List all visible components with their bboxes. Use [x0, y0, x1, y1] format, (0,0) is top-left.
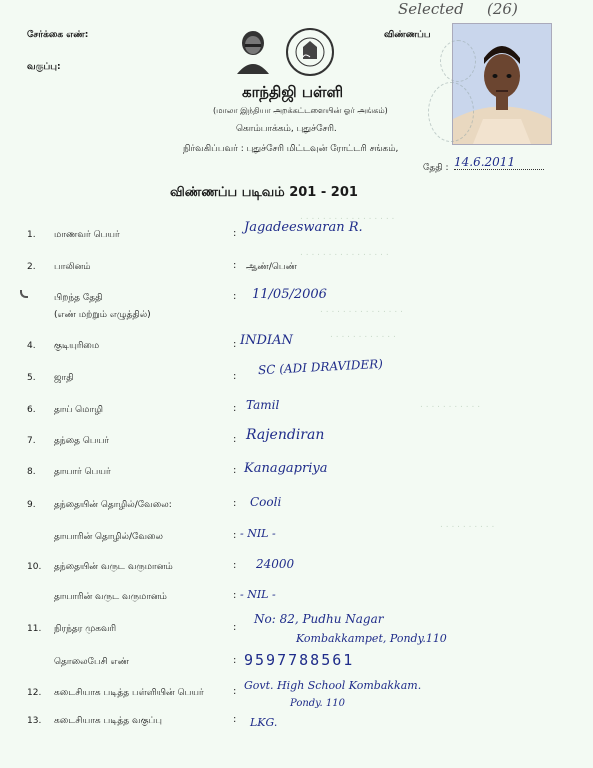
field-value-father-occupation[interactable]: Cooli	[250, 495, 282, 509]
field-number: 2.	[27, 262, 36, 272]
official-stamp	[428, 82, 474, 142]
field-value-dob[interactable]: 11/05/2006	[252, 287, 327, 302]
field-label-dob: பிறந்த தேதி	[54, 293, 103, 303]
field-value-caste[interactable]: SC (ADI DRAVIDER)	[257, 356, 384, 378]
field-number: 8.	[27, 467, 36, 477]
school-emblem-icon	[285, 27, 335, 77]
field-number: 11.	[27, 624, 42, 634]
field-colon: :	[233, 530, 237, 541]
bleed-through-text: . . . . . . . . . . . .	[330, 330, 396, 340]
school-subtitle: (மாலா இந்தியா அறக்கட்டளையின் ஓர் அங்கம்)	[213, 106, 388, 115]
field-colon: :	[233, 686, 237, 697]
date-label: தேதி :	[423, 163, 449, 173]
field-colon: :	[233, 622, 237, 633]
field-value-father-income[interactable]: 24000	[256, 557, 295, 571]
selected-note: Selected	[398, 0, 464, 18]
bleed-through-text: . . . . . . . . . . . . . . . .	[300, 248, 389, 258]
field-value-mother-tongue[interactable]: Tamil	[246, 398, 280, 412]
field-number: 10.	[27, 562, 42, 572]
field-colon: :	[233, 403, 237, 414]
field-value-mother-name[interactable]: Kanagapriya	[244, 461, 328, 476]
admission-number-label: சேர்க்கை எண்:	[27, 30, 89, 40]
bleed-through-text: . . . . . . . . . . .	[420, 400, 481, 410]
date-value: 14.6.2011	[454, 155, 544, 170]
application-label: விண்ணப்ப	[384, 30, 431, 40]
field-colon: :	[233, 291, 237, 302]
field-value-last-school[interactable]: Govt. High School Kombakkam.	[244, 679, 422, 692]
field-value-address-line1[interactable]: No: 82, Pudhu Nagar	[254, 612, 384, 626]
field-number: 13.	[27, 716, 42, 726]
field-value-mother-income[interactable]: - NIL -	[240, 588, 276, 601]
school-run-by: நிர்வகிப்பவர் : புதுச்சேரி மிட்டவுன் ரோட்டரி சங்கம்,	[183, 144, 399, 154]
field-colon: :	[233, 260, 237, 271]
field-label-father-income: தந்தையின் வருட வருமானம்	[54, 562, 173, 572]
field-number: 12.	[27, 688, 42, 698]
field-value-last-school-line2[interactable]: Pondy. 110	[290, 698, 345, 709]
bleed-through-text: . . . . . . . . . . . . . . . . .	[300, 212, 395, 222]
field-number: 5.	[27, 373, 36, 383]
school-address: கொம்பாக்கம், புதுச்சேரி.	[236, 124, 337, 134]
field-label-dob-hint: (எண் மற்றும் எழுத்தில்)	[54, 310, 151, 320]
field-label-father-name: தந்தை பெயர்	[54, 436, 109, 446]
field-label-mother-occupation: தாயாரின் தொழில்/வேலை	[54, 532, 163, 542]
field-colon: :	[233, 590, 237, 601]
field-value-address-line2[interactable]: Kombakkampet, Pondy.110	[296, 632, 447, 645]
field-label-permanent-address: நிரந்தர முகவரி	[54, 624, 117, 634]
field-colon: :	[233, 714, 237, 725]
field-value-father-name[interactable]: Rajendiran	[246, 427, 325, 443]
field-colon: :	[233, 655, 237, 666]
serial-number-note: (26)	[487, 0, 518, 18]
field-label-caste: ஜாதி	[54, 373, 74, 383]
field-number: 4.	[27, 341, 36, 351]
field-value-last-class[interactable]: LKG.	[250, 716, 278, 729]
field-number: 9.	[27, 500, 36, 510]
bleed-through-text: . . . . . . . . . . . . . . .	[320, 305, 403, 315]
field-colon: :	[233, 371, 237, 382]
bleed-through-text: . . . . . . . . . .	[440, 520, 495, 530]
field-label-father-occupation: தந்தையின் தொழில்/வேலை:	[54, 500, 172, 510]
field-value-student-name[interactable]: Jagadeeswaran R.	[244, 220, 363, 235]
field-label-student-name: மாணவர் பெயர்	[54, 230, 120, 240]
field-number: 7.	[27, 436, 36, 446]
field-number: 1.	[27, 230, 36, 240]
field-colon: :	[233, 228, 237, 239]
field-label-gender: பாலினம்	[54, 262, 91, 272]
field-label-mother-income: தாயாரின் வருட வருமானம்	[54, 592, 167, 602]
field-colon: :	[233, 465, 237, 476]
form-title: விண்ணப்ப படிவம் 201 - 201	[170, 185, 358, 200]
field-value-nationality[interactable]: INDIAN	[240, 333, 293, 348]
field-value-gender[interactable]: ஆண்/பெண்	[246, 262, 298, 272]
class-label: வகுப்பு:	[27, 62, 61, 72]
field-colon: :	[233, 434, 237, 445]
field-label-last-school: கடைசியாக படித்த பள்ளியின் பெயர்	[54, 688, 204, 698]
gandhi-portrait-icon	[233, 28, 273, 74]
field-label-last-class: கடைசியாக படித்த வகுப்பு	[54, 716, 162, 726]
official-stamp	[440, 40, 476, 82]
field-value-phone[interactable]: 9597788561	[244, 651, 355, 669]
scan-mark	[20, 290, 28, 298]
field-value-mother-occupation[interactable]: - NIL -	[240, 527, 276, 540]
field-label-mother-tongue: தாய் மொழி	[54, 405, 103, 415]
field-label-nationality: குடியுரிமை	[54, 341, 100, 351]
field-label-mother-name: தாயார் பெயர்	[54, 467, 111, 477]
school-name: காந்திஜி பள்ளி	[242, 83, 344, 101]
field-colon: :	[233, 498, 237, 509]
field-colon: :	[233, 560, 237, 571]
field-colon: :	[233, 339, 237, 350]
field-number: 6.	[27, 405, 36, 415]
field-label-phone: தொலைபேசி எண்	[54, 657, 130, 667]
